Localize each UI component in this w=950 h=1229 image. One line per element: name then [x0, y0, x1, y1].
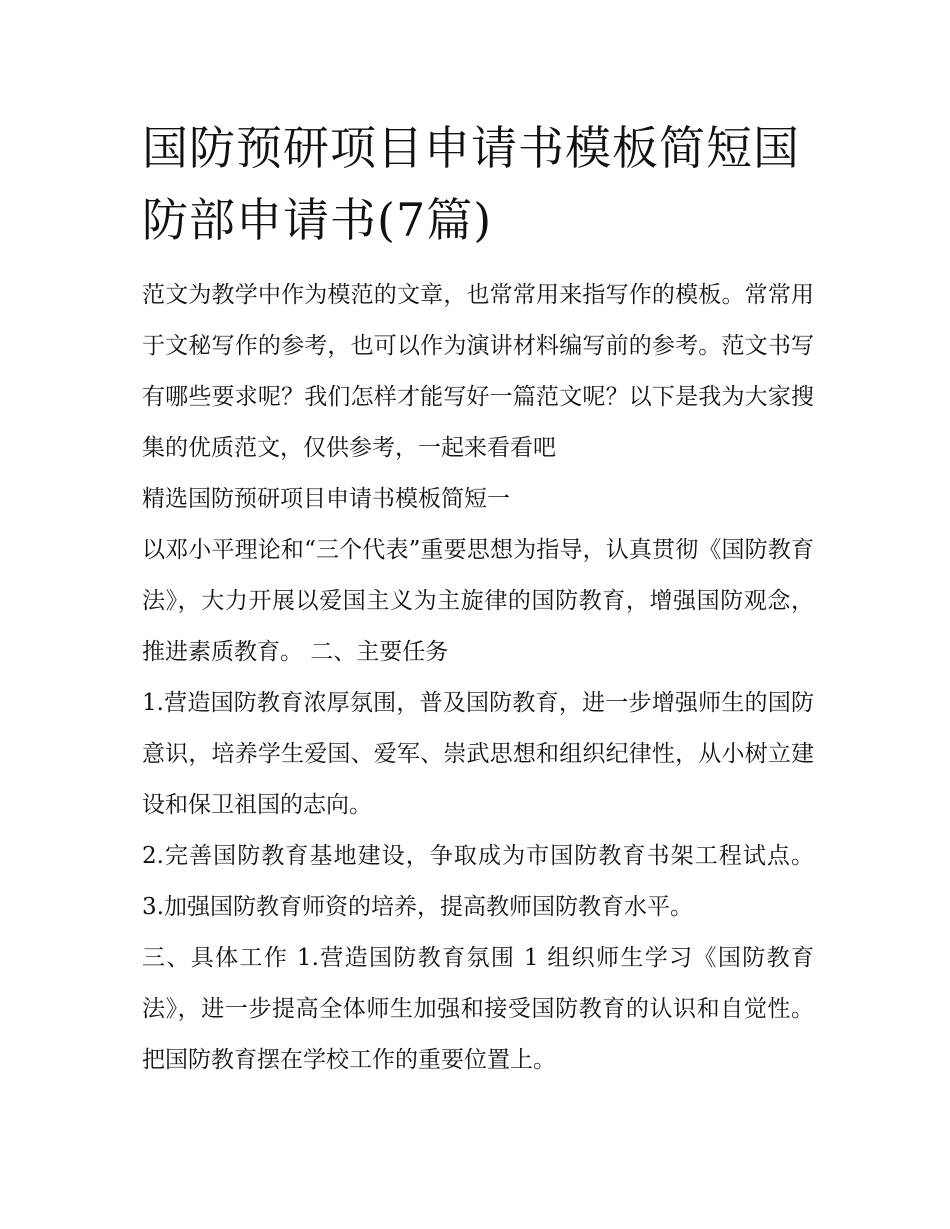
document-body — [142, 270, 814, 1086]
paragraph-task-2-3: 2.完善国防教育基地建设，争取成为市国防教育书架工程试点。 3.加强国防教育师资的培养，提高教师国防教育水平。 — [142, 843, 814, 920]
paragraph-guideline: 以邓小平理论和“三个代表”重要思想为指导，认真贯彻《国防教育法》，大力开展以爱国主义为主旋律的国防教育，增强国防观念，推进素质教育。 二、主要任务 — [142, 537, 814, 665]
paragraph-task-1: 1.营造国防教育浓厚氛围，普及国防教育，进一步增强师生的国防意识，培养学生爱国、爱军、崇武思想和组织纪律性，从小树立建设和保卫祖国的志向。 — [142, 690, 814, 818]
document-page — [142, 112, 814, 1086]
paragraph-intro: 范文为教学中作为模范的文章，也常常用来指写作的模板。常常用于文秘写作的参考，也可以作为演讲材料编写前的参考。范文书写有哪些要求呢？我们怎样才能写好一篇范文呢？以下是我为大家搜集的优质范文，仅供参考，一起来看看吧 — [142, 282, 814, 461]
document-title: 国防预研项目申请书模板简短国防部申请书(7篇) — [142, 121, 800, 247]
paragraph-specific-work: 三、具体工作 1.营造国防教育氛围 1 组织师生学习《国防教育法》，进一步提高全体师生加强和接受国防教育的认识和自觉性。把国防教育摆在学校工作的重要位置上。 — [142, 945, 814, 1073]
paragraph-section-heading: 精选国防预研项目申请书模板简短一 — [142, 486, 510, 512]
